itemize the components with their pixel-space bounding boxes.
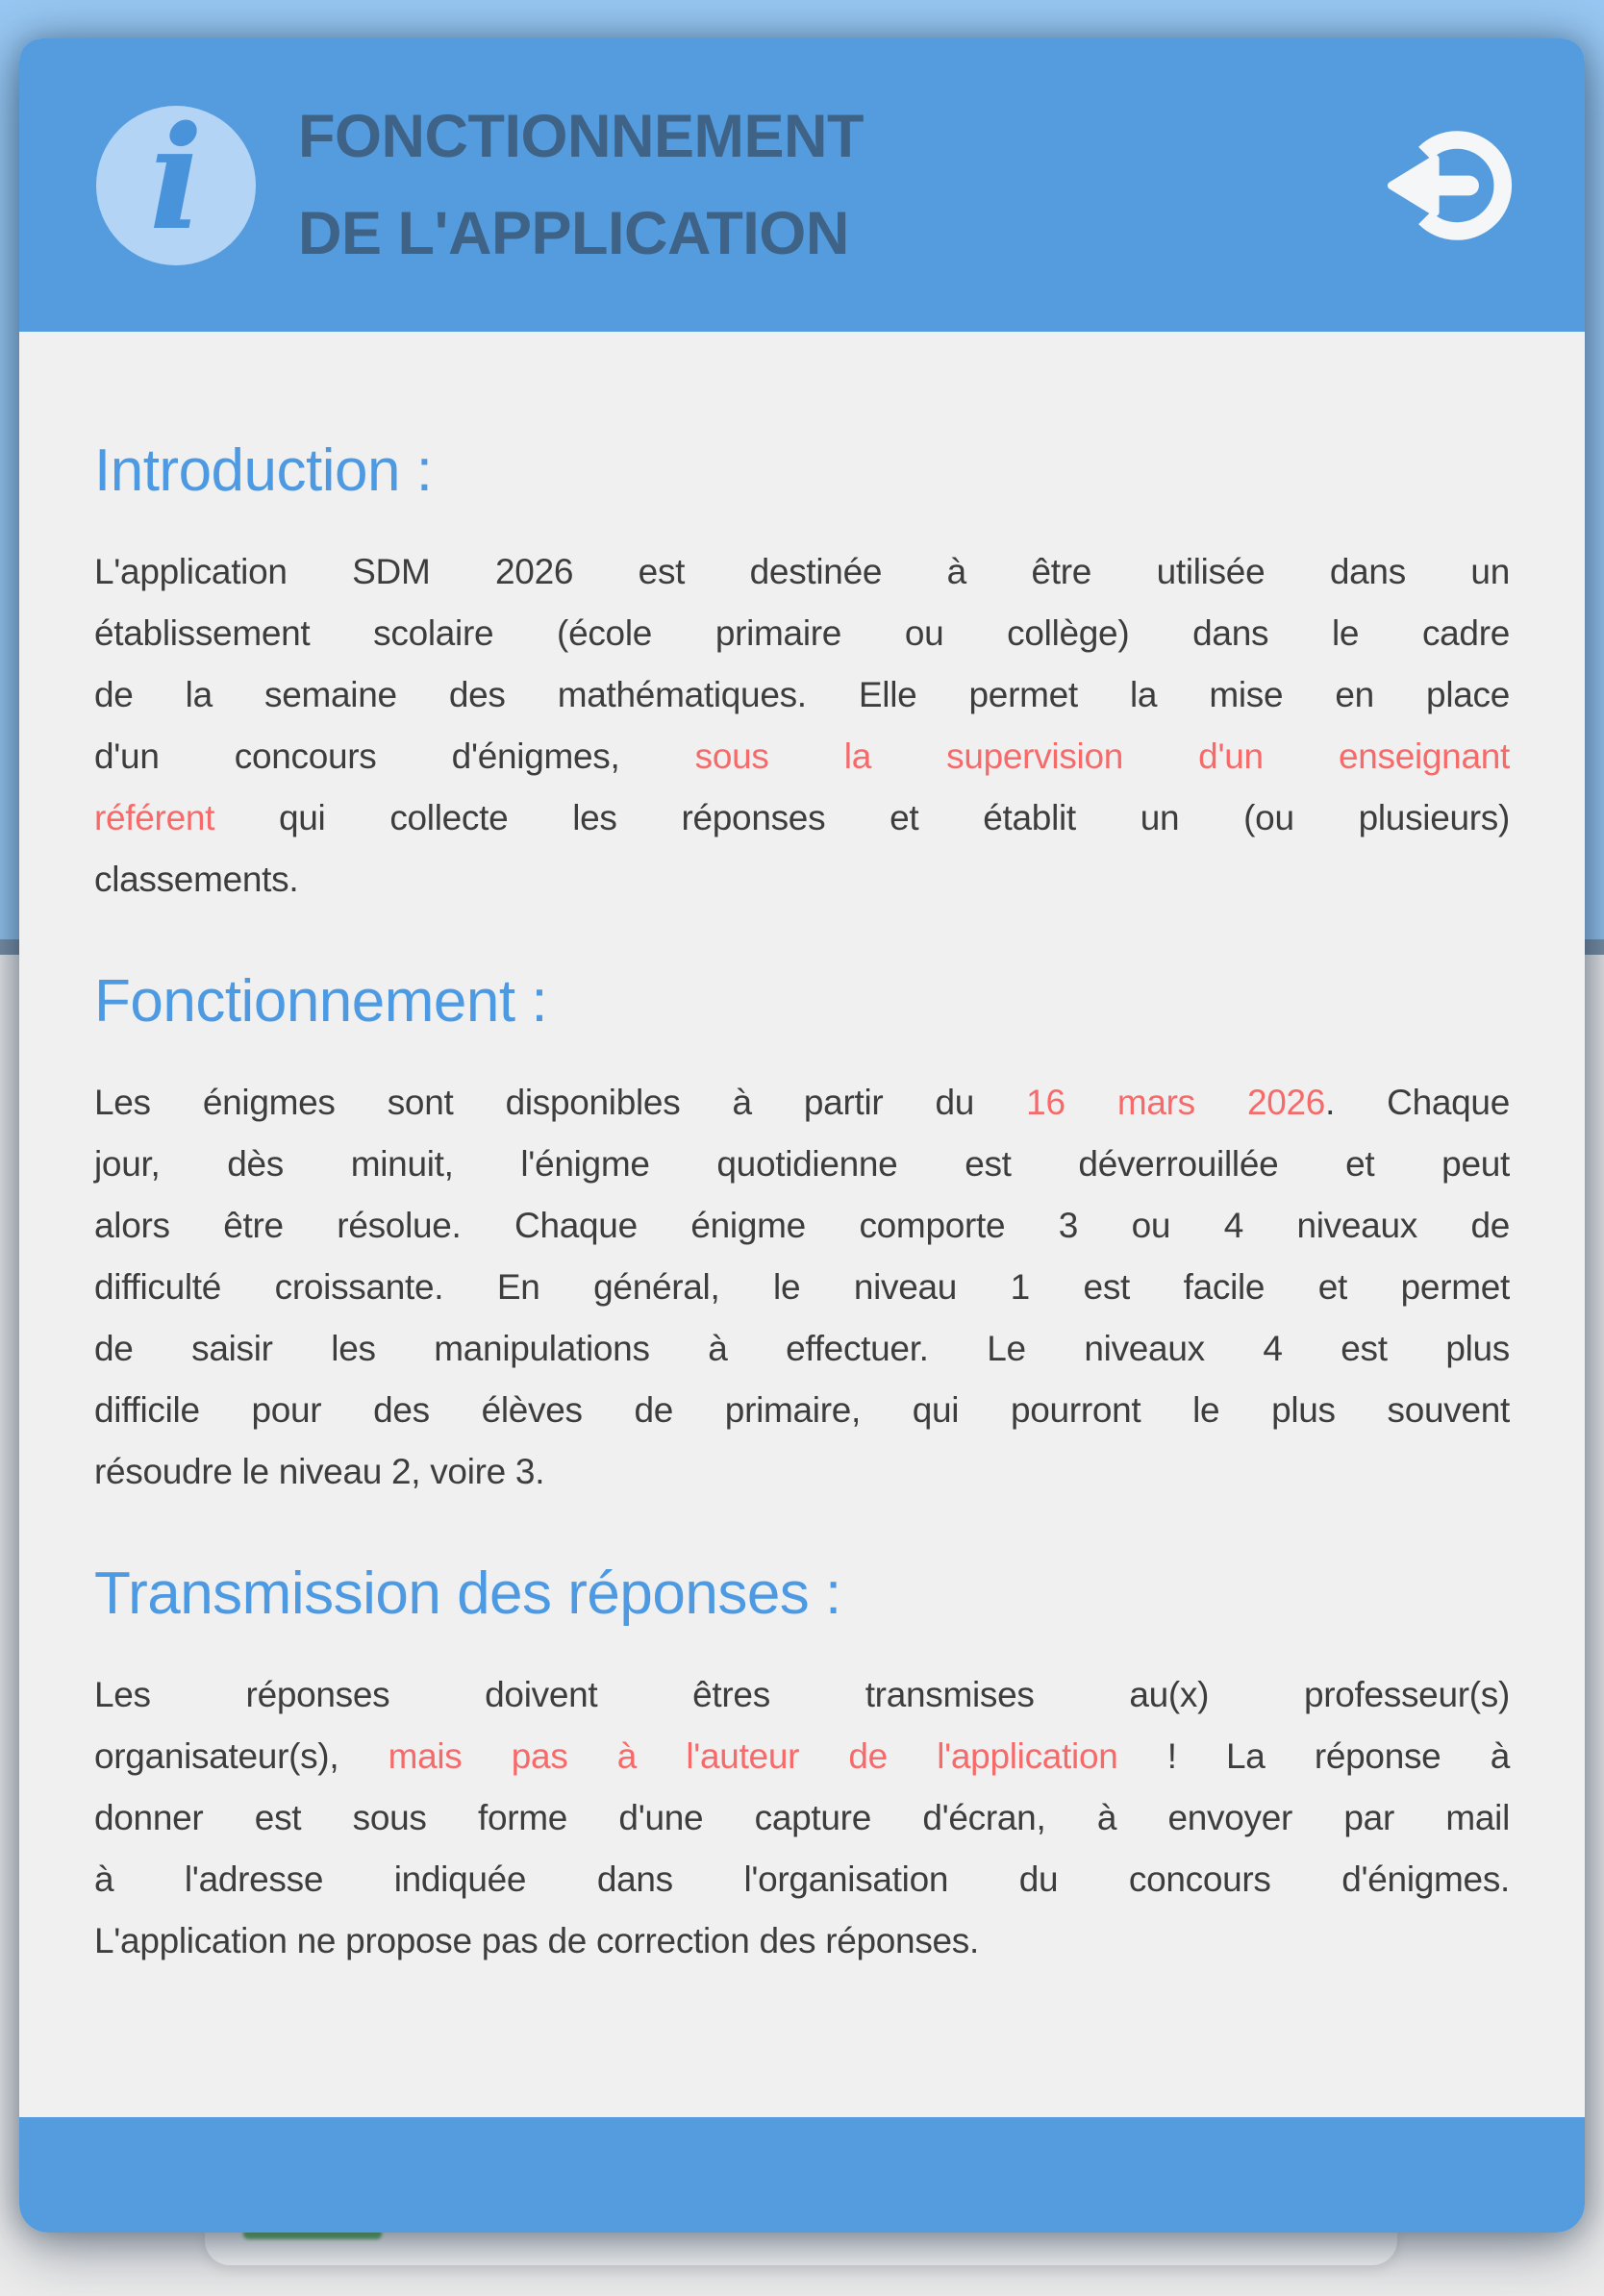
text-line: [94, 1441, 1510, 1503]
text-segment: de la semaine des mathématiques. Elle permet la mise en place: [94, 675, 1510, 714]
text-line: [94, 664, 1510, 726]
section-fonctionnement: [94, 966, 1510, 1503]
back-button[interactable]: [1385, 125, 1516, 246]
section-paragraph: [94, 541, 1510, 911]
logout-arrow-icon: [1385, 125, 1516, 246]
dialog-footer: [19, 2117, 1585, 2233]
section-heading: Transmission des réponses :: [94, 1560, 841, 1627]
text-segment: Les réponses doivent êtres transmises au(x) professeur(s): [94, 1675, 1510, 1714]
text-line: [94, 787, 1510, 849]
text-line: [94, 603, 1510, 664]
section-paragraph: [94, 1664, 1510, 1972]
text-segment: L'application ne propose pas de correction des réponses.: [94, 1921, 979, 1960]
text-segment: classements.: [94, 860, 299, 899]
text-segment: résoudre le niveau 2, voire 3.: [94, 1452, 545, 1491]
background-card: [205, 2229, 1397, 2265]
text-line: [94, 1195, 1510, 1257]
text-segment: difficile pour des élèves de primaire, qui pourront le plus souvent: [94, 1390, 1510, 1430]
dialog-body: [19, 332, 1585, 2117]
info-dialog: [19, 38, 1585, 2233]
text-line: [94, 1380, 1510, 1441]
text-segment: à l'adresse indiquée dans l'organisation du concours d'énigmes.: [94, 1859, 1510, 1899]
text-segment: alors être résolue. Chaque énigme comporte 3 ou 4 niveaux de: [94, 1206, 1510, 1245]
text-segment: d'un concours d'énigmes,: [94, 736, 695, 776]
highlighted-text-segment: mais pas à l'auteur de l'application: [388, 1736, 1118, 1776]
text-segment: qui collecte les réponses et établit un (ou plusieurs): [214, 798, 1510, 837]
text-line: [94, 1318, 1510, 1380]
text-segment: . Chaque: [1325, 1083, 1510, 1122]
highlighted-text-segment: 16 mars 2026: [1026, 1083, 1326, 1122]
text-segment: jour, dès minuit, l'énigme quotidienne est déverrouillée et peut: [94, 1144, 1510, 1184]
text-line: [94, 1910, 1510, 1972]
text-segment: L'application SDM 2026 est destinée à être utilisée dans un: [94, 552, 1510, 591]
section-transmission: [94, 1559, 1510, 1972]
text-line: [94, 1134, 1510, 1195]
text-line: [94, 849, 1510, 911]
text-segment: établissement scolaire (école primaire ou collège) dans le cadre: [94, 613, 1510, 653]
text-segment: difficulté croissante. En général, le niveau 1 est facile et permet: [94, 1267, 1510, 1307]
highlighted-text-segment: référent: [94, 798, 215, 837]
text-line: [94, 1257, 1510, 1318]
dialog-header: [19, 38, 1585, 332]
section-heading: Fonctionnement :: [94, 968, 548, 1035]
text-line: [94, 1664, 1510, 1726]
text-segment: de saisir les manipulations à effectuer. Le niveaux 4 est plus: [94, 1329, 1510, 1368]
text-line: [94, 1787, 1510, 1849]
section-heading: Introduction :: [94, 437, 433, 504]
dialog-title-line2: DE L'APPLICATION: [298, 199, 849, 267]
text-line: [94, 1726, 1510, 1787]
text-line: [94, 541, 1510, 603]
dialog-title: [298, 88, 864, 283]
text-line: [94, 726, 1510, 787]
section-introduction: [94, 436, 1510, 911]
text-segment: ! La réponse à: [1117, 1736, 1511, 1776]
text-segment: donner est sous forme d'une capture d'écran, à envoyer par mail: [94, 1798, 1510, 1837]
highlighted-text-segment: sous la supervision d'un enseignant: [694, 736, 1510, 776]
dialog-title-line1: FONCTIONNEMENT: [298, 102, 864, 170]
text-segment: organisateur(s),: [94, 1736, 388, 1776]
text-line: [94, 1072, 1510, 1134]
info-icon: [96, 93, 256, 265]
text-segment: Les énigmes sont disponibles à partir du: [94, 1083, 1027, 1122]
section-paragraph: [94, 1072, 1510, 1503]
info-icon-glyph: i: [148, 93, 204, 262]
text-line: [94, 1849, 1510, 1910]
